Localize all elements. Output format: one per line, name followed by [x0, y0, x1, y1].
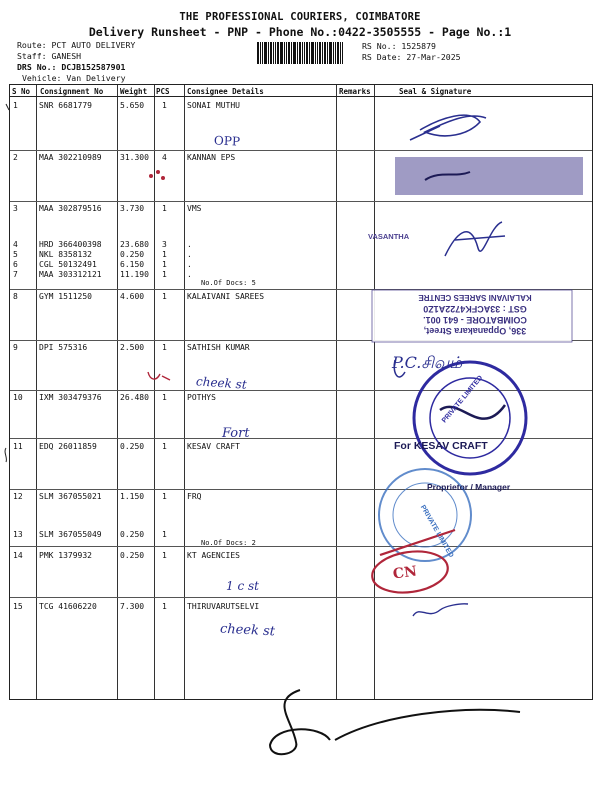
row-pcs: 1 [162, 250, 167, 259]
col-consignee: Consignee Details [187, 87, 264, 96]
row-cn: MAA 302210989 [39, 153, 102, 162]
row-name: . [187, 260, 192, 269]
row-cn: EDQ 26011859 [39, 442, 97, 451]
row-name: POTHYS [187, 393, 216, 402]
row-pcs: 1 [162, 492, 167, 501]
col-consignment: Consignment No [40, 87, 104, 96]
row-cn: SLM 367055021 [39, 492, 102, 501]
row-name: SATHISH KUMAR [187, 343, 250, 352]
row-pcs: 1 [162, 343, 167, 352]
row-cn: MAA 303312121 [39, 270, 102, 279]
row-wt: 0.250 [120, 551, 145, 560]
row-wt: 6.150 [120, 260, 145, 269]
drs-number: DRS No.: DCJB152587901 [17, 62, 126, 72]
row-sno: 10 [13, 393, 23, 402]
row-sno: 9 [13, 343, 18, 352]
col-remarks: Remarks [339, 87, 371, 96]
row-cn: HRD 366400398 [39, 240, 102, 249]
row-wt: 1.150 [120, 492, 145, 501]
row-sno: 3 [13, 204, 18, 213]
row14-note: 1 c st [226, 579, 259, 593]
row-wt: 5.650 [120, 101, 145, 110]
row-cn: DPI 575316 [39, 343, 88, 352]
row-pcs: 1 [162, 393, 167, 402]
row-sno: 7 [13, 270, 18, 279]
row-name: SONAI MUTHU [187, 101, 240, 110]
row-wt: 0.250 [120, 250, 145, 259]
row-pcs: 1 [162, 442, 167, 451]
round-stamp-2-text: PRIVATE LIMITED [418, 504, 455, 559]
rs-number: RS No.: 1525879 [362, 41, 436, 51]
row-name: KANNAN EPS [187, 153, 236, 162]
row-cn: TCG 41606220 [39, 602, 97, 611]
row-wt: 23.680 [120, 240, 149, 249]
row-pcs: 3 [162, 240, 167, 249]
kesav-stamp-for: For KESAV CRAFT [394, 440, 488, 452]
row-pcs: 1 [162, 530, 167, 539]
row-sno: 1 [13, 101, 18, 110]
row-sno: 14 [13, 551, 23, 560]
row1-note: OPP [213, 133, 241, 149]
row-wt: 4.600 [120, 292, 145, 301]
row-sno: 6 [13, 260, 18, 269]
row9-note: cheek st [195, 374, 248, 392]
row-sno: 2 [13, 153, 18, 162]
row-wt: 0.250 [120, 530, 145, 539]
row-sno: 13 [13, 530, 23, 539]
round-stamp-text: PRIVATE LIMITED [440, 374, 485, 425]
col-sno: S No [12, 87, 31, 96]
row-pcs: 1 [162, 101, 167, 110]
row-cn: PMK 1379932 [39, 551, 92, 560]
vms-stamp-fragment: VASANTHA [368, 232, 410, 241]
row-name: . [187, 250, 192, 259]
rs-date: RS Date: 27-Mar-2025 [362, 52, 461, 62]
row-cn: MAA 302879516 [39, 204, 102, 213]
row9-mark [148, 372, 170, 380]
row15-note: cheek st [219, 621, 276, 640]
row2-stamp [149, 157, 583, 195]
row-name: KALAIVANI SAREES [187, 292, 265, 301]
row-name: KESAV CRAFT [187, 442, 240, 451]
row-cn: SLM 367055049 [39, 530, 102, 539]
row-wt: 31.300 [120, 153, 149, 162]
row-pcs: 1 [162, 270, 167, 279]
row-name: VMS [187, 204, 202, 213]
cn-circle-text: CN [392, 563, 418, 583]
row9-signature-text: P.C.சிவம் [392, 353, 463, 372]
row-wt: 7.300 [120, 602, 145, 611]
row-pcs: 1 [162, 260, 167, 269]
row-wt: 11.190 [120, 270, 149, 279]
row-wt: 26.480 [120, 393, 149, 402]
row-pcs: 1 [162, 204, 167, 213]
company-title: THE PROFESSIONAL COURIERS, COIMBATORE [179, 11, 421, 23]
row-sno: 8 [13, 292, 18, 301]
row3-signature [445, 222, 505, 256]
row-sno: 15 [13, 602, 23, 611]
staff-label: Staff: GANESH [17, 51, 82, 61]
vehicle-label: Vehicle: Van Delivery [22, 73, 126, 83]
row-wt: 3.730 [120, 204, 145, 213]
row-pcs: 4 [162, 153, 167, 162]
row-name: FRQ [187, 492, 202, 501]
row-pcs: 1 [162, 292, 167, 301]
row10-note: Fort [222, 426, 250, 441]
row-name: . [187, 240, 192, 249]
route-label: Route: PCT AUTO DELIVERY [17, 40, 136, 50]
docs-count-2: No.Of Docs: 2 [201, 539, 256, 547]
row1-signature [410, 115, 486, 140]
kesav-stamp-role: Proprietor / Manager [427, 482, 511, 492]
round-stamp-1 [414, 362, 526, 474]
row-pcs: 1 [162, 602, 167, 611]
row-cn: IXM 303479376 [39, 393, 102, 402]
row-wt: 2.500 [120, 343, 145, 352]
row-wt: 0.250 [120, 442, 145, 451]
row-cn: SNR 6681779 [39, 101, 92, 110]
row-sno: 12 [13, 492, 23, 501]
row-cn: NKL 8358132 [39, 250, 92, 259]
bottom-signature [270, 690, 520, 754]
row-sno: 5 [13, 250, 18, 259]
row-pcs: 1 [162, 551, 167, 560]
row-cn: GYM 1511250 [39, 292, 92, 301]
row-sno: 4 [13, 240, 18, 249]
row-name: KT AGENCIES [187, 551, 240, 560]
row15-signature [413, 604, 468, 616]
col-seal: Seal & Signature [399, 87, 472, 96]
row-name: THIRUVARUTSELVI [187, 602, 260, 611]
kalaivani-stamp-text: 336, Oppanakara Street, COIMBATORE - 641 001. GST : 33ACFK4722A1Z0 KALAIVANI SAREES CENTRE [418, 293, 532, 336]
row-name: . [187, 270, 192, 279]
docs-count-1: No.Of Docs: 5 [201, 279, 256, 287]
col-pcs: PCS [156, 87, 170, 96]
row-sno: 11 [13, 442, 23, 451]
col-weight: Weight [120, 87, 148, 96]
row-cn: CGL 50132491 [39, 260, 97, 269]
runsheet-subtitle: Delivery Runsheet - PNP - Phone No.:0422-3505555 - Page No.:1 [88, 25, 512, 39]
